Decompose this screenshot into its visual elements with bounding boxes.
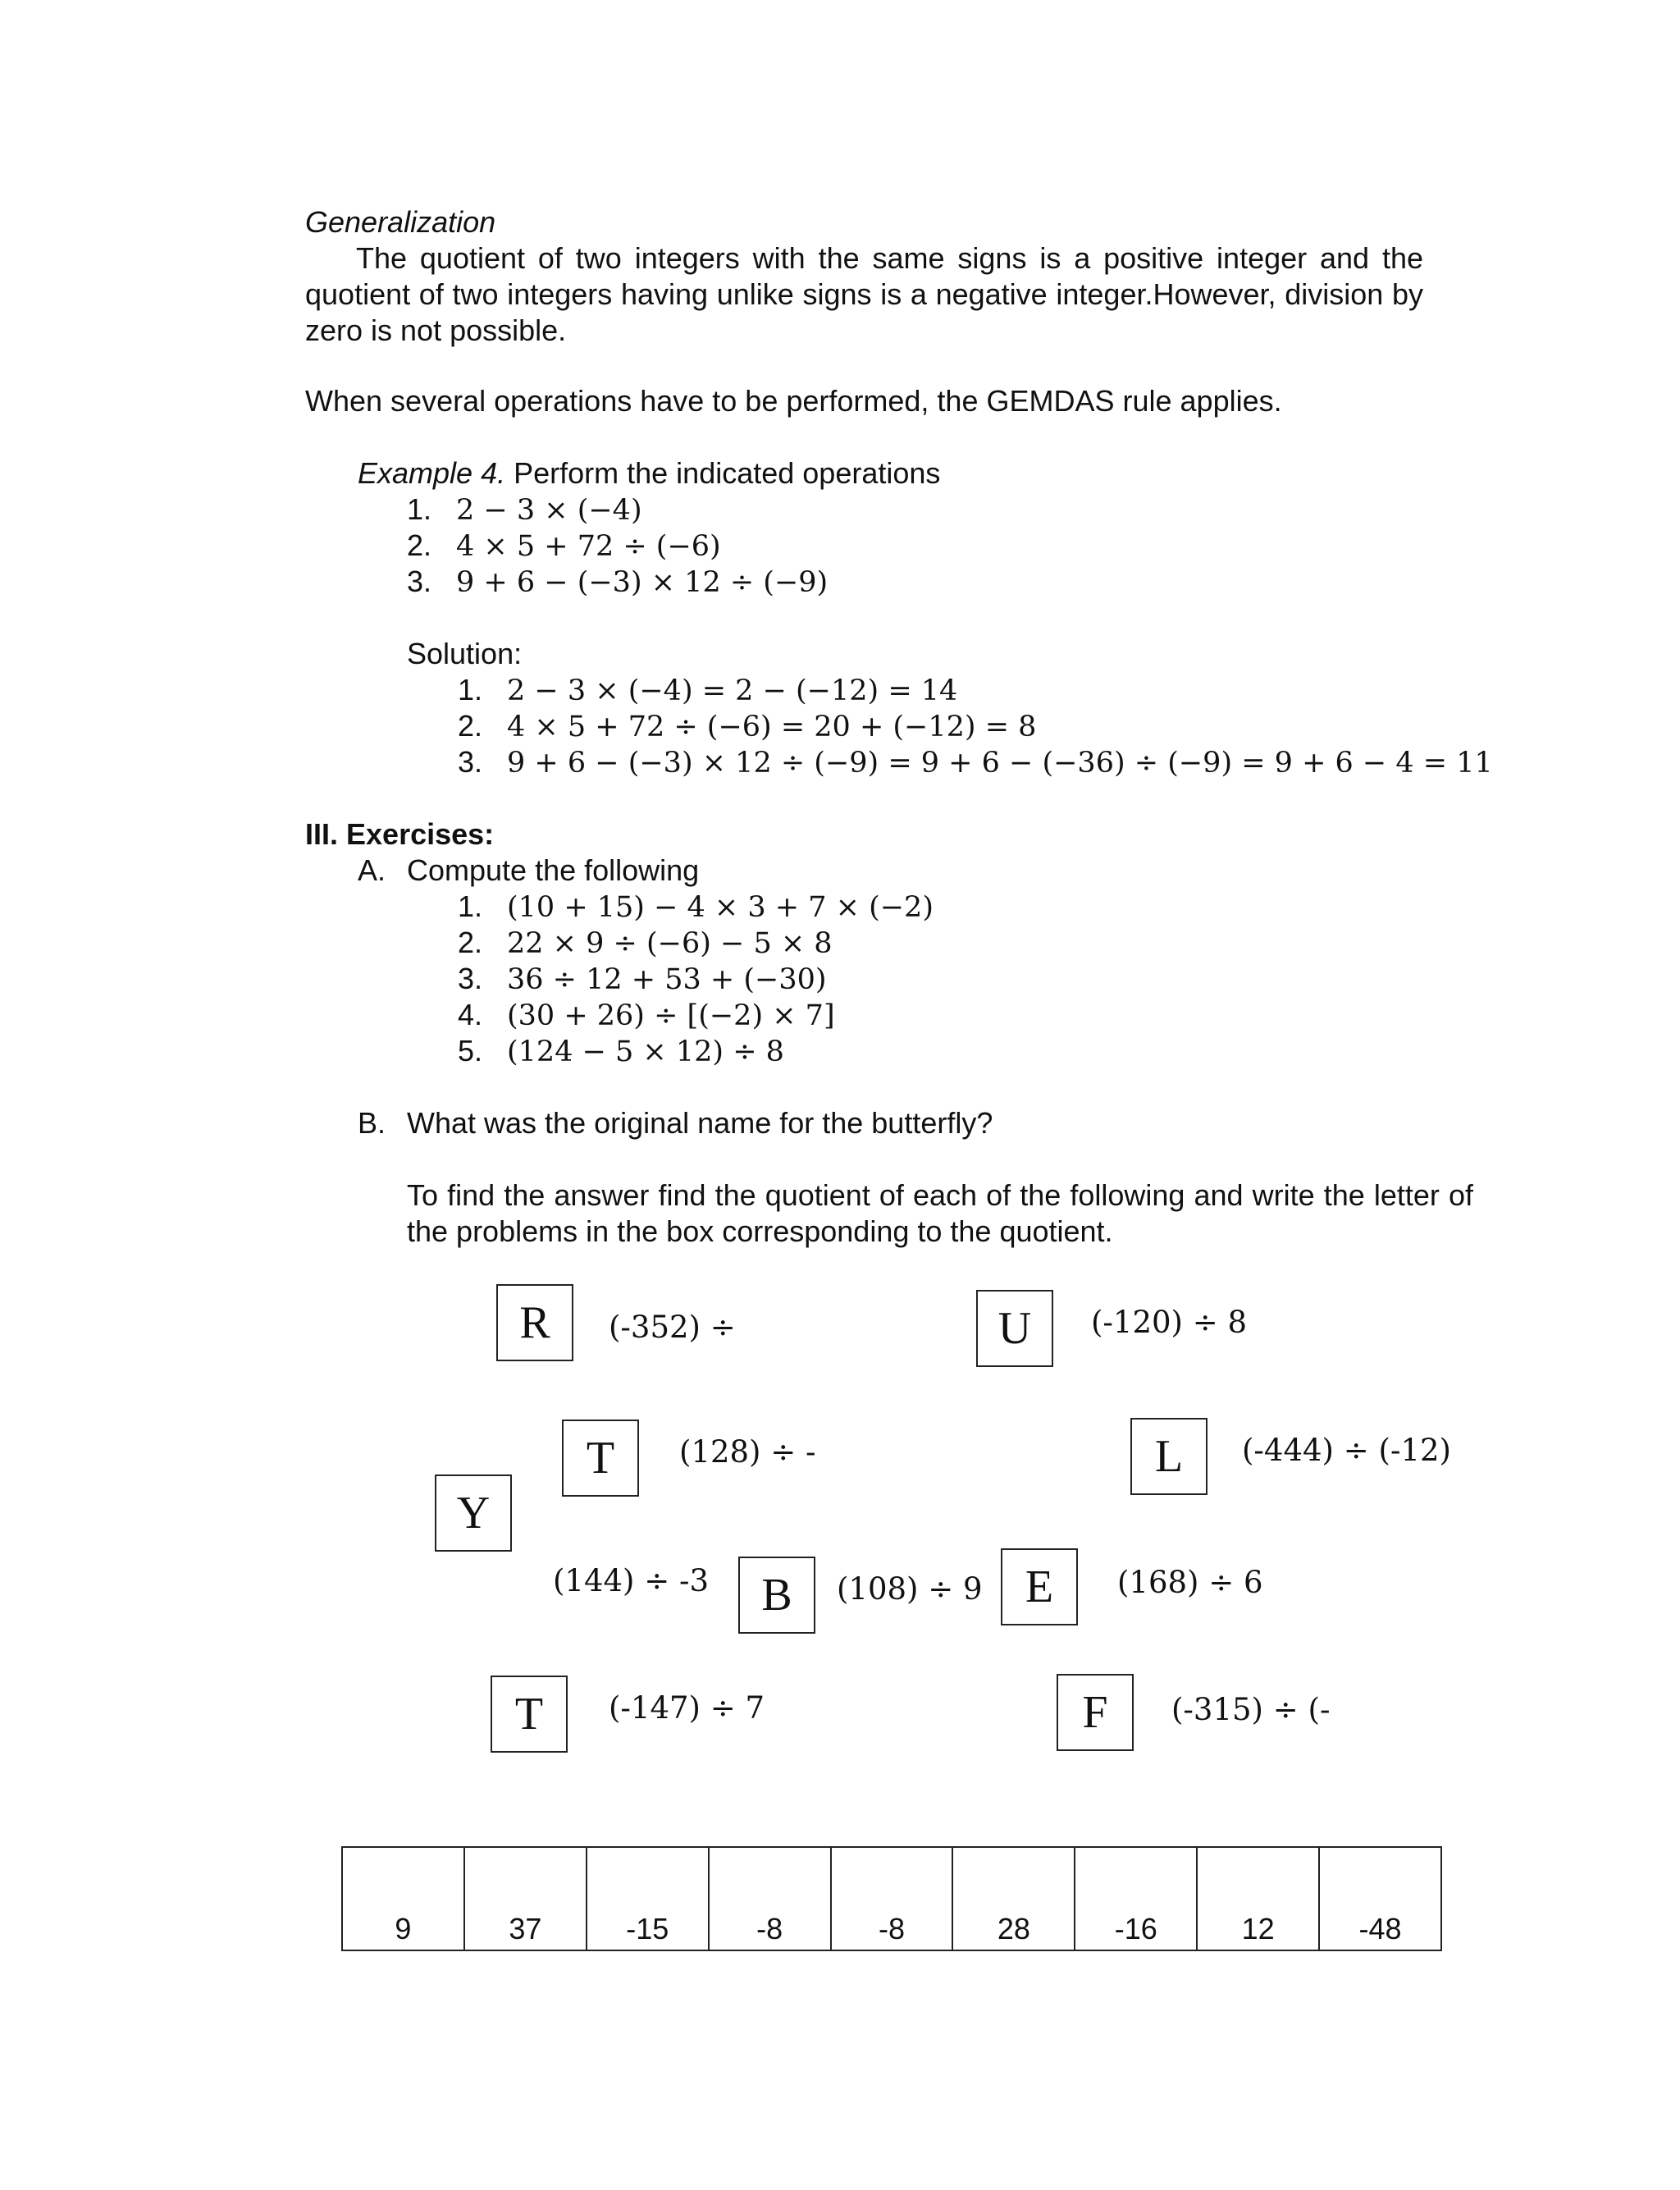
clue-y: (144) ÷ -3 bbox=[553, 1563, 710, 1598]
solution-item: 4 × 5 + 72 ÷ (−6) = 20 + (−12) = 8 bbox=[507, 711, 1037, 743]
letter-box-r: R bbox=[496, 1284, 573, 1361]
letter-box-t-2: T bbox=[491, 1676, 568, 1753]
answer-cell[interactable]: -48 bbox=[1318, 1848, 1440, 1950]
letter-box-y: Y bbox=[435, 1474, 512, 1552]
example-heading bbox=[358, 455, 940, 491]
clue-l: (-444) ÷ (-12) bbox=[1242, 1433, 1451, 1468]
part-a-list: 1. (10 + 15) − 4 × 3 + 7 × (−2) 2. 22 × 9 ÷ (−6) − 5 × 8 3. 36 ÷ 12 + 53 + (−30) 4. (30 + 26) ÷ [(−2) × 7] 5. (124 − 5 × 12) ÷ 8 bbox=[458, 889, 934, 1068]
answer-cell[interactable]: -8 bbox=[830, 1848, 952, 1950]
example-label: Example 4. bbox=[358, 456, 506, 490]
generalization-paragraph: The quotient of two integers with the same signs is a positive integer and the quotient of two integers having unlike signs is a negative integer.However, division by zero is not possible. bbox=[305, 241, 1423, 347]
answer-cell[interactable]: -16 bbox=[1074, 1848, 1196, 1950]
part-a-marker: A. bbox=[358, 853, 386, 887]
answer-cell[interactable]: -8 bbox=[708, 1848, 830, 1950]
letter-box-e: E bbox=[1001, 1548, 1078, 1625]
clue-f: (-315) ÷ (- bbox=[1171, 1692, 1331, 1727]
answer-cell[interactable]: 9 bbox=[395, 1912, 412, 1945]
example-list: 1. 2 − 3 × (−4) 2. 4 × 5 + 72 ÷ (−6) 3. 9 + 6 − (−3) × 12 ÷ (−9) bbox=[407, 492, 829, 599]
part-a-heading bbox=[358, 853, 699, 889]
clue-r: (-352) ÷ bbox=[609, 1310, 736, 1345]
exercise-item: (124 − 5 × 12) ÷ 8 bbox=[507, 1036, 784, 1068]
clue-b: (108) ÷ 9 bbox=[837, 1571, 983, 1607]
part-b-heading bbox=[358, 1105, 993, 1141]
solution-item: 2 − 3 × (−4) = 2 − (−12) = 14 bbox=[507, 674, 958, 707]
clue-t-1: (128) ÷ - bbox=[679, 1434, 816, 1470]
solution-item: 9 + 6 − (−3) × 12 ÷ (−9) = 9 + 6 − (−36) ÷ (−9) = 9 + 6 − 4 = 11 bbox=[507, 747, 1493, 780]
answer-table bbox=[341, 1846, 1442, 1951]
exercise-item: (10 + 15) − 4 × 3 + 7 × (−2) bbox=[507, 891, 934, 924]
exercises-heading: III. Exercises: bbox=[305, 817, 495, 851]
solution-list: 1. 2 − 3 × (−4) = 2 − (−12) = 14 2. 4 × 5 + 72 ÷ (−6) = 20 + (−12) = 8 3. 9 + 6 − (−3) × 12 ÷ (−9) = 9 + 6 − (−36) ÷ (−9) = 9 + 6 − 4 = 11 bbox=[458, 673, 1493, 780]
gemdas-statement: When several operations have to be performed, the GEMDAS rule applies. bbox=[305, 384, 1282, 418]
example-item: 9 + 6 − (−3) × 12 ÷ (−9) bbox=[456, 566, 829, 599]
letter-box-b: B bbox=[738, 1557, 815, 1634]
part-b-title: What was the original name for the butterfly? bbox=[407, 1106, 993, 1140]
clue-t-2: (-147) ÷ 7 bbox=[609, 1690, 765, 1726]
exercise-item: 36 ÷ 12 + 53 + (−30) bbox=[507, 963, 827, 996]
section-heading-generalization: Generalization bbox=[305, 205, 496, 239]
letter-box-t-1: T bbox=[562, 1420, 639, 1497]
part-b-marker: B. bbox=[358, 1106, 386, 1140]
answer-cell[interactable]: 12 bbox=[1196, 1848, 1318, 1950]
letter-box-f: F bbox=[1057, 1674, 1134, 1751]
answer-cell[interactable]: -15 bbox=[586, 1848, 708, 1950]
solution-label: Solution: bbox=[407, 637, 523, 670]
part-a-title: Compute the following bbox=[407, 853, 700, 887]
clue-e: (168) ÷ 6 bbox=[1117, 1565, 1263, 1600]
exercise-item: (30 + 26) ÷ [(−2) × 7] bbox=[507, 999, 835, 1032]
exercise-item: 22 × 9 ÷ (−6) − 5 × 8 bbox=[507, 927, 833, 960]
example-item: 4 × 5 + 72 ÷ (−6) bbox=[456, 530, 721, 563]
answer-cell[interactable]: 37 bbox=[463, 1848, 586, 1950]
answer-cell[interactable]: 28 bbox=[952, 1848, 1074, 1950]
example-item: 2 − 3 × (−4) bbox=[456, 494, 642, 527]
example-instruction: Perform the indicated operations bbox=[514, 456, 941, 490]
letter-box-l: L bbox=[1130, 1418, 1208, 1495]
clue-u: (-120) ÷ 8 bbox=[1091, 1305, 1248, 1340]
part-b-instruction: To find the answer find the quotient of each of the following and write the letter of the problems in the box corresponding to the quotient. bbox=[407, 1178, 1473, 1248]
letter-box-u: U bbox=[976, 1290, 1053, 1367]
